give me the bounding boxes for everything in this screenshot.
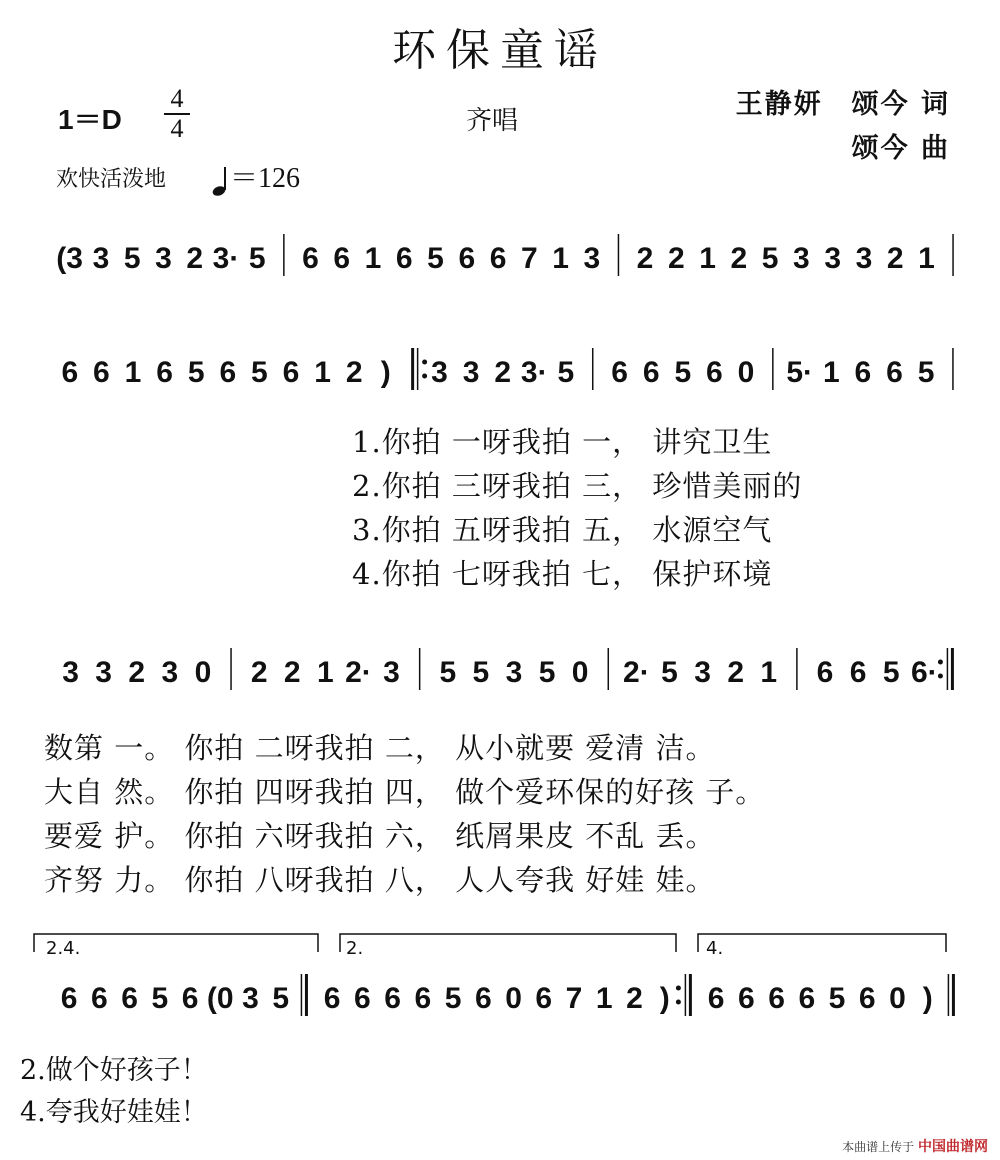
note: 6 [302, 242, 319, 275]
note: 2 [886, 242, 904, 275]
ending-label-24: 2.4. [46, 938, 81, 959]
repeat-dot [676, 986, 681, 991]
note: 3 [161, 656, 179, 689]
note: 2 [345, 356, 363, 389]
note: 2 [283, 656, 301, 689]
note: 3 [62, 656, 79, 689]
time-signature-top: 4 [170, 84, 184, 113]
lyric-b-3: 要爱 护。 你拍 六呀我拍 六， 纸屑果皮 不乱 丢。 [44, 819, 716, 853]
note: 0 [194, 656, 212, 689]
repeat-dot [938, 660, 943, 665]
note: 2 [727, 656, 745, 689]
note: 5 [248, 242, 266, 275]
note: 1 [364, 242, 382, 275]
note: 2 [626, 982, 643, 1015]
note: 5 [151, 982, 169, 1015]
note: 5 [828, 982, 846, 1015]
note: 3· [520, 356, 548, 389]
note: 3 [583, 242, 601, 275]
note: 6 [886, 356, 903, 389]
time-signature [160, 86, 194, 142]
note: 3· [212, 242, 240, 275]
note: 5 [123, 242, 141, 275]
footer-watermark [842, 1136, 988, 1156]
notation-row-2 [48, 340, 968, 400]
note: 5 [882, 656, 900, 689]
note: 6 [395, 242, 413, 275]
note: 3 [694, 656, 711, 689]
note: ) [922, 982, 933, 1015]
note: 6 [489, 242, 507, 275]
note: 6 [60, 982, 78, 1015]
note: 5 [187, 356, 205, 389]
note: 2 [128, 656, 146, 689]
remark-1: 2.做个好孩子！ [20, 1055, 208, 1086]
repeat-dot [938, 674, 943, 679]
ending-label-4: 4. [706, 938, 724, 959]
tempo-value: ＝126 [230, 163, 301, 194]
note: 6 [156, 356, 173, 389]
note: 3 [855, 242, 873, 275]
note: 6 [384, 982, 401, 1015]
note: ) [380, 356, 391, 389]
note: 1 [124, 356, 142, 389]
note: 6 [458, 242, 476, 275]
lyric-a-2: 2.你拍 三呀我拍 三， 珍惜美丽的 [352, 469, 803, 503]
note: 1 [314, 356, 331, 389]
note: 3 [462, 356, 480, 389]
footer-text: 本曲谱上传于 [842, 1140, 915, 1154]
note: 2 [186, 242, 204, 275]
note: 6 [706, 356, 723, 389]
lyric-b-1: 数第 一。 你拍 二呀我拍 二， 从小就要 爱清 洁。 [44, 731, 716, 765]
note: 5 [538, 656, 556, 689]
note: 6 [849, 656, 867, 689]
tempo-mark [212, 156, 300, 197]
lyric-a-3: 3.你拍 五呀我拍 五， 水源空气 [352, 513, 773, 547]
note: ) [659, 982, 670, 1015]
ending-brackets [28, 928, 958, 968]
note: 2 [636, 242, 654, 275]
note: 6 [737, 982, 755, 1015]
note: 6 [707, 982, 725, 1015]
note: 6 [768, 982, 785, 1015]
note: 0 [737, 356, 755, 389]
note: 5 [472, 656, 490, 689]
note: 2 [730, 242, 748, 275]
note: 1 [552, 242, 569, 275]
note: 3 [793, 242, 810, 275]
note: 0 [889, 982, 906, 1015]
expression-mark: 欢快活泼地 [56, 167, 167, 192]
note: 3 [242, 982, 259, 1015]
note: 3 [92, 242, 110, 275]
note: 5 [427, 242, 444, 275]
notation-row-4 [48, 966, 968, 1026]
note: 2· [345, 656, 372, 689]
note: 6 [474, 982, 492, 1015]
note: 6 [323, 982, 341, 1015]
note: 6 [91, 982, 108, 1015]
note: 7 [565, 982, 583, 1015]
note: 3 [505, 656, 523, 689]
time-signature-bottom: 4 [170, 114, 184, 143]
note: 1 [918, 242, 935, 275]
note: 6 [798, 982, 816, 1015]
remark-2: 4.夸我好娃娃！ [20, 1097, 208, 1128]
note: 5· [786, 356, 814, 389]
note: 1 [317, 656, 334, 689]
note: 3 [155, 242, 172, 275]
note: 6 [121, 982, 138, 1015]
quarter-note-icon [212, 165, 230, 197]
note: 6· [910, 656, 938, 689]
notation-row-1 [48, 226, 968, 286]
note: 5 [272, 982, 290, 1015]
note: 5 [444, 982, 462, 1015]
song-title: 环保童谣 [392, 25, 608, 76]
note: 7 [520, 242, 538, 275]
note: 5 [661, 656, 678, 689]
note: 6 [414, 982, 432, 1015]
lyric-a-1: 1.你拍 一呀我拍 一， 讲究卫生 [352, 425, 773, 459]
note: 6 [642, 356, 660, 389]
note: 6 [333, 242, 351, 275]
note: 5 [761, 242, 779, 275]
note: 5 [439, 656, 457, 689]
note: 6 [93, 356, 110, 389]
repeat-dot [422, 374, 427, 379]
note: 3 [383, 656, 400, 689]
ending-label-2: 2. [346, 938, 364, 959]
note: 6 [219, 356, 237, 389]
note: 6 [854, 356, 872, 389]
note: 2· [623, 656, 650, 689]
note: 0 [505, 982, 522, 1015]
note: (3 [56, 242, 83, 275]
note: 6 [181, 982, 199, 1015]
footer-brand: 中国曲谱网 [918, 1139, 988, 1155]
repeat-dot [422, 360, 427, 365]
note: 6 [535, 982, 553, 1015]
note: 1 [699, 242, 716, 275]
note: 1 [595, 982, 613, 1015]
note: (0 [206, 982, 234, 1015]
note: 2 [250, 656, 268, 689]
lyric-a-4: 4.你拍 七呀我拍 七， 保护环境 [352, 557, 773, 591]
note: 6 [816, 656, 834, 689]
note: 2 [667, 242, 685, 275]
note: 6 [282, 356, 300, 389]
note: 2 [494, 356, 512, 389]
notation-row-3 [48, 640, 968, 700]
note: 1 [822, 356, 840, 389]
note: 3 [824, 242, 842, 275]
note: 3 [431, 356, 448, 389]
repeat-dot [676, 1000, 681, 1005]
composer-credit: 颂今 曲 [851, 133, 950, 164]
note: 0 [571, 656, 589, 689]
note: 6 [858, 982, 876, 1015]
lyric-b-2: 大自 然。 你拍 四呀我拍 四， 做个爱环保的好孩 子。 [44, 775, 766, 809]
note: 5 [674, 356, 692, 389]
note: 3 [95, 656, 112, 689]
lyric-b-4: 齐努 力。 你拍 八呀我拍 八， 人人夸我 好娃 娃。 [44, 863, 716, 897]
note: 6 [61, 356, 79, 389]
note: 5 [917, 356, 935, 389]
performance-style: 齐唱 [466, 106, 519, 136]
key-signature: 1＝D [58, 104, 122, 135]
lyricist-credit: 王静妍 颂今 词 [735, 89, 950, 120]
note: 5 [557, 356, 575, 389]
note: 1 [760, 656, 778, 689]
note: 5 [251, 356, 268, 389]
note: 6 [611, 356, 628, 389]
note: 6 [354, 982, 371, 1015]
